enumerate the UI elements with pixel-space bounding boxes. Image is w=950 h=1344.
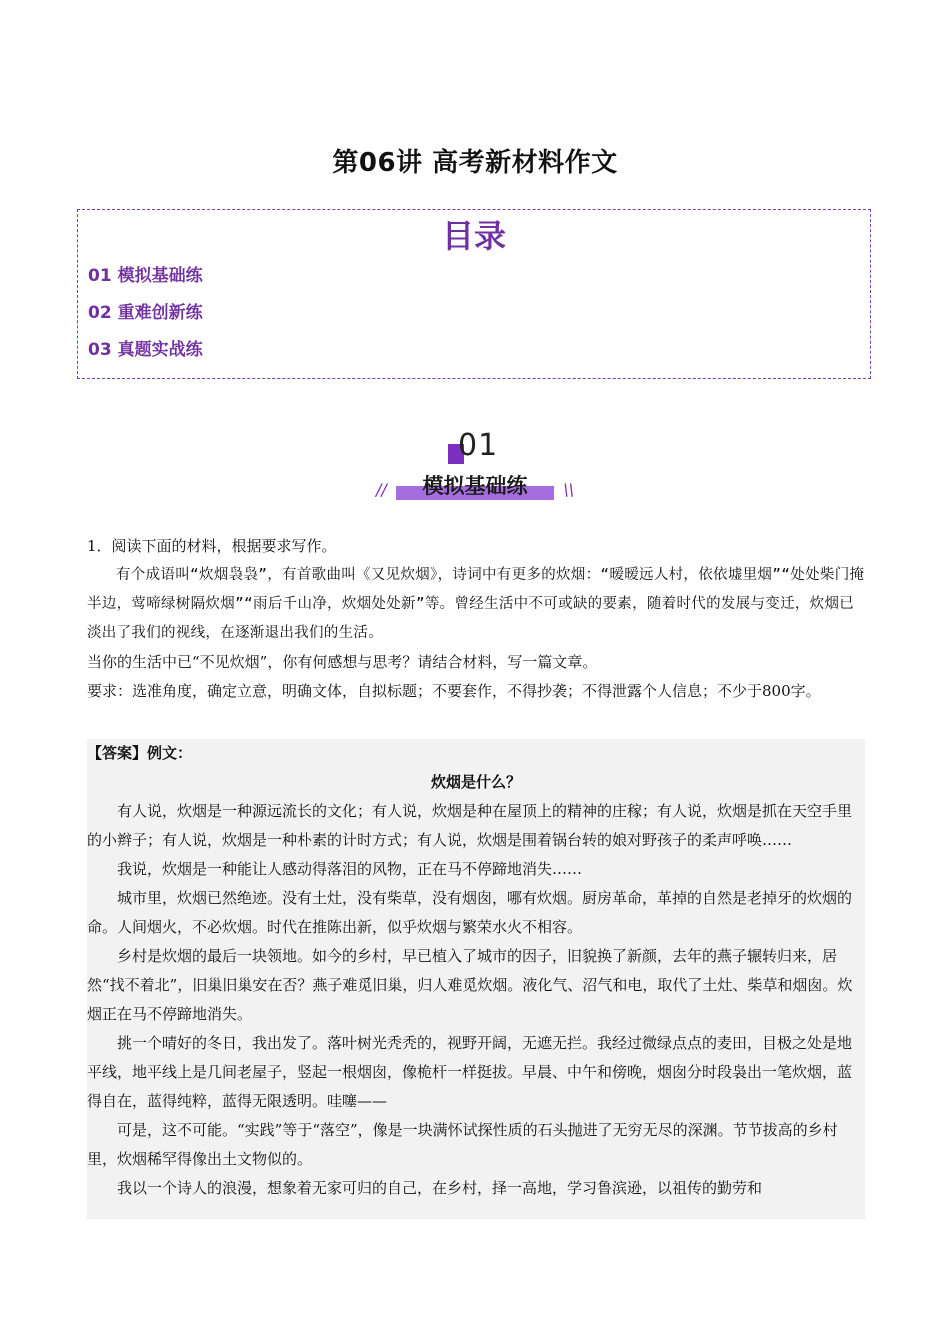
section-number: 01 bbox=[458, 428, 499, 463]
essay-paragraph: 可是，这不可能。“实践”等于“落空”，像是一块满怀试探性质的石头抛进了无穷无尽的深渊。节节拔高的乡村里，炊烟稀罕得像出土文物似的。 bbox=[87, 1121, 838, 1168]
question-block bbox=[87, 532, 865, 706]
toc-item-03[interactable]: 03 真题实战练 bbox=[88, 340, 203, 360]
question-requirements: 要求：选准角度，确定立意，明确文体，自拟标题；不要套作，不得抄袭；不得泄露个人信息；不少于800字。 bbox=[87, 682, 821, 700]
toc-item-01[interactable]: 01 模拟基础练 bbox=[88, 266, 203, 286]
section-banner bbox=[370, 428, 580, 508]
table-of-contents bbox=[77, 209, 871, 379]
essay-paragraph: 挑一个晴好的冬日，我出发了。落叶树光秃秃的，视野开阔，无遮无拦。我经过微绿点点的麦田，目极之处是地平线，地平线上是几间老屋子，竖起一根烟囱，像桅杆一样挺拔。早晨、中午和傍晚，烟囱分时段袅出一笔炊烟，蓝得自在，蓝得纯粹，蓝得无限透明。哇噻—— bbox=[87, 1034, 853, 1110]
decorative-slash-right: \\ bbox=[563, 480, 574, 499]
answer-label: 【答案】例文： bbox=[87, 744, 193, 762]
toc-heading: 目录 bbox=[441, 217, 506, 255]
essay-paragraph: 城市里，炊烟已然绝迹。没有土灶，没有柴草，没有烟囱，哪有炊烟。厨房革命，革掉的自然是老掉牙的炊烟的命。人间烟火，不必炊烟。时代在推陈出新，似乎炊烟与繁荣水火不相容。 bbox=[87, 889, 853, 936]
document-title: 第06讲 高考新材料作文 bbox=[332, 148, 618, 178]
toc-item-02[interactable]: 02 重难创新练 bbox=[88, 303, 203, 323]
question-prompt: 1．阅读下面的材料，根据要求写作。 bbox=[87, 537, 337, 555]
essay-paragraph: 我说，炊烟是一种能让人感动得落泪的风物，正在马不停蹄地消失…… bbox=[117, 860, 583, 878]
question-material: 有个成语叫“炊烟袅袅”，有首歌曲叫《又见炊烟》，诗词中有更多的炊烟：“暧暧远人村，依依墟里烟”“处处柴门掩半边，莺啼绿树隔炊烟”“雨后千山净，炊烟处处新”等。曾经生活中不可或缺的要素，随着时代的发展与变迁，炊烟已淡出了我们的视线，在逐渐退出我们的生活。 bbox=[87, 567, 865, 641]
essay-paragraph: 乡村是炊烟的最后一块领地。如今的乡村，早已植入了城市的因子，旧貌换了新颜，去年的燕子辗转归来，居然“找不着北”，旧巢旧巢安在否？燕子难觅旧巢，归人难觅炊烟。液化气、沼气和电，取代了土灶、柴草和烟囱。炊烟正在马不停蹄地消失。 bbox=[87, 947, 853, 1023]
decorative-slash-left: // bbox=[376, 480, 387, 499]
essay-paragraph: 我以一个诗人的浪漫，想象着无家可归的自己，在乡村，择一高地，学习鲁滨逊，以祖传的勤劳和 bbox=[117, 1179, 763, 1197]
section-label: 模拟基础练 bbox=[422, 474, 528, 498]
answer-block bbox=[87, 739, 865, 1219]
essay-paragraph: 有人说，炊烟是一种源远流长的文化；有人说，炊烟是种在屋顶上的精神的庄稼；有人说，炊烟是抓在天空手里的小辫子；有人说，炊烟是一种朴素的计时方式；有人说，炊烟是围着锅台转的娘对野孩子的柔声呼唤…… bbox=[87, 802, 853, 849]
essay-title: 炊烟是什么？ bbox=[430, 773, 521, 791]
question-task: 当你的生活中已“不见炊烟”，你有何感想与思考？请结合材料，写一篇文章。 bbox=[87, 653, 598, 671]
